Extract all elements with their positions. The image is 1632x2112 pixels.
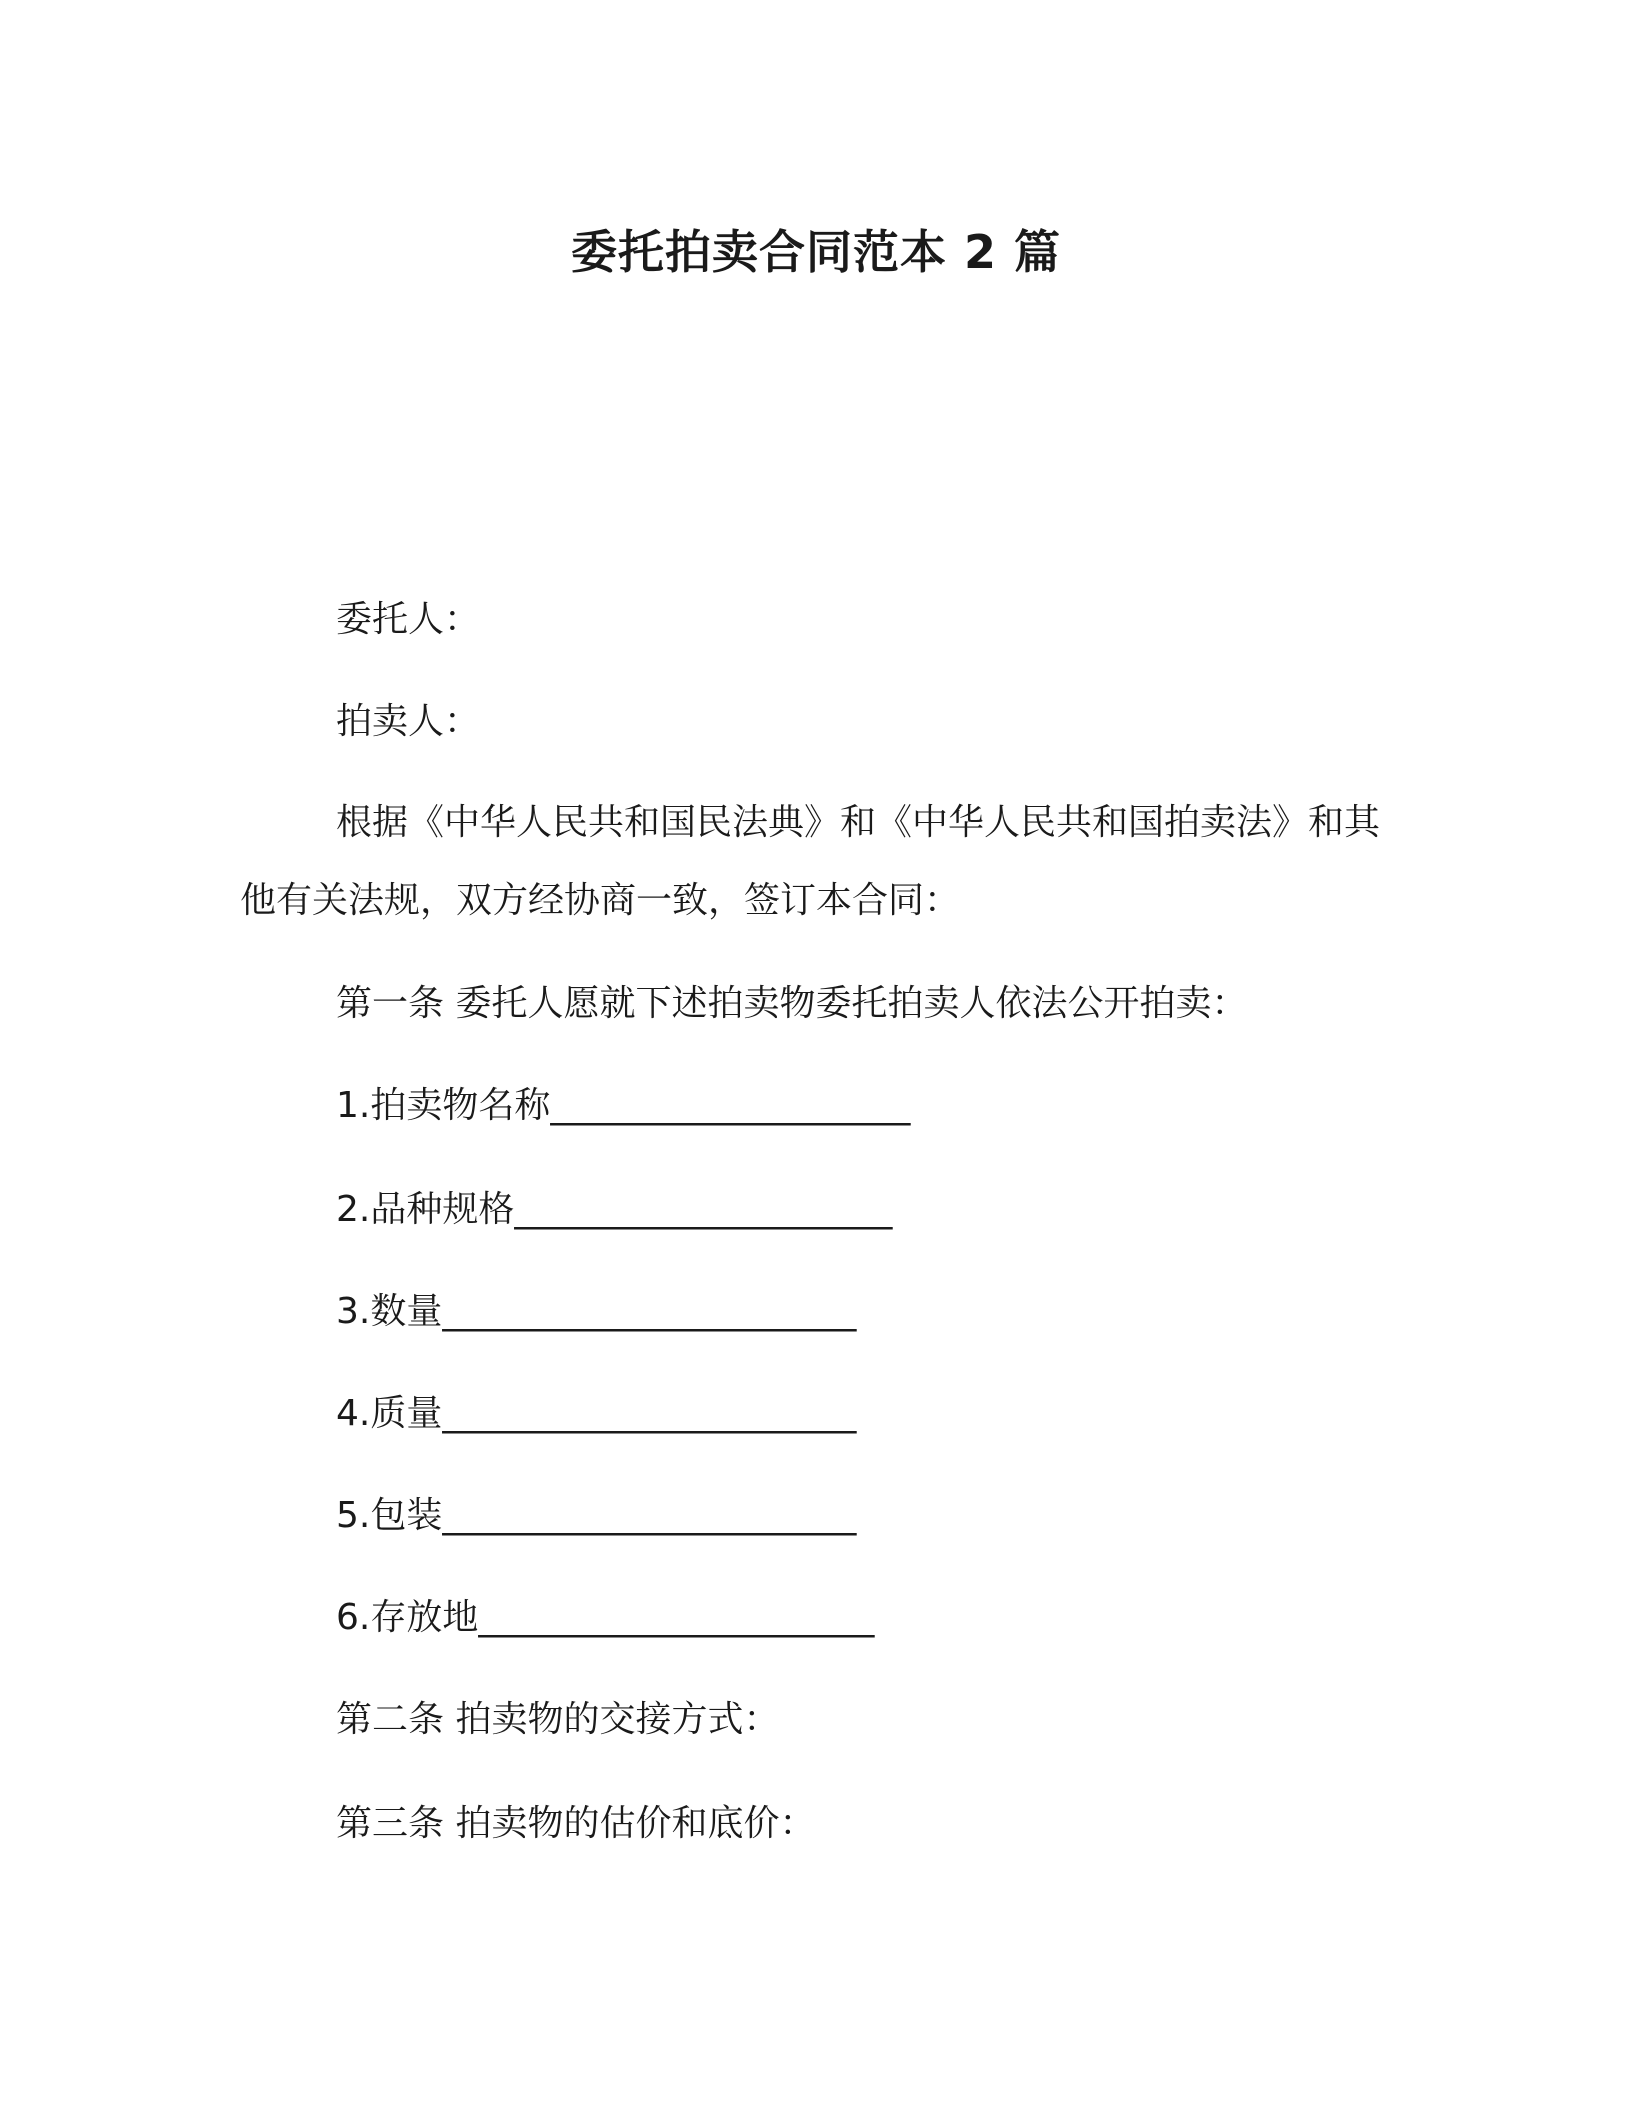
document-title: 委托拍卖合同范本 2 篇 xyxy=(570,225,1062,279)
item-1-auction-name: 1.拍卖物名称____________________ xyxy=(336,1085,911,1126)
article-2-heading: 第二条 拍卖物的交接方式： xyxy=(336,1699,780,1740)
article-1-heading: 第一条 委托人愿就下述拍卖物委托拍卖人依法公开拍卖： xyxy=(336,983,1248,1024)
item-3-quantity: 3.数量_______________________ xyxy=(336,1291,857,1332)
item-5-packaging: 5.包装_______________________ xyxy=(336,1495,857,1536)
item-2-variety-spec: 2.品种规格_____________________ xyxy=(336,1189,893,1230)
consignor-line: 委托人： xyxy=(336,599,481,640)
preamble-paragraph: 根据《中华人民共和国民法典》和《中华人民共和国拍卖法》和其他有关法规，双方经协商一致，签订本合同： xyxy=(240,802,1381,921)
item-6-storage-location: 6.存放地______________________ xyxy=(336,1597,875,1638)
article-3-heading: 第三条 拍卖物的估价和底价： xyxy=(336,1803,816,1844)
item-4-quality: 4.质量_______________________ xyxy=(336,1393,857,1434)
auctioneer-line: 拍卖人： xyxy=(336,701,481,742)
